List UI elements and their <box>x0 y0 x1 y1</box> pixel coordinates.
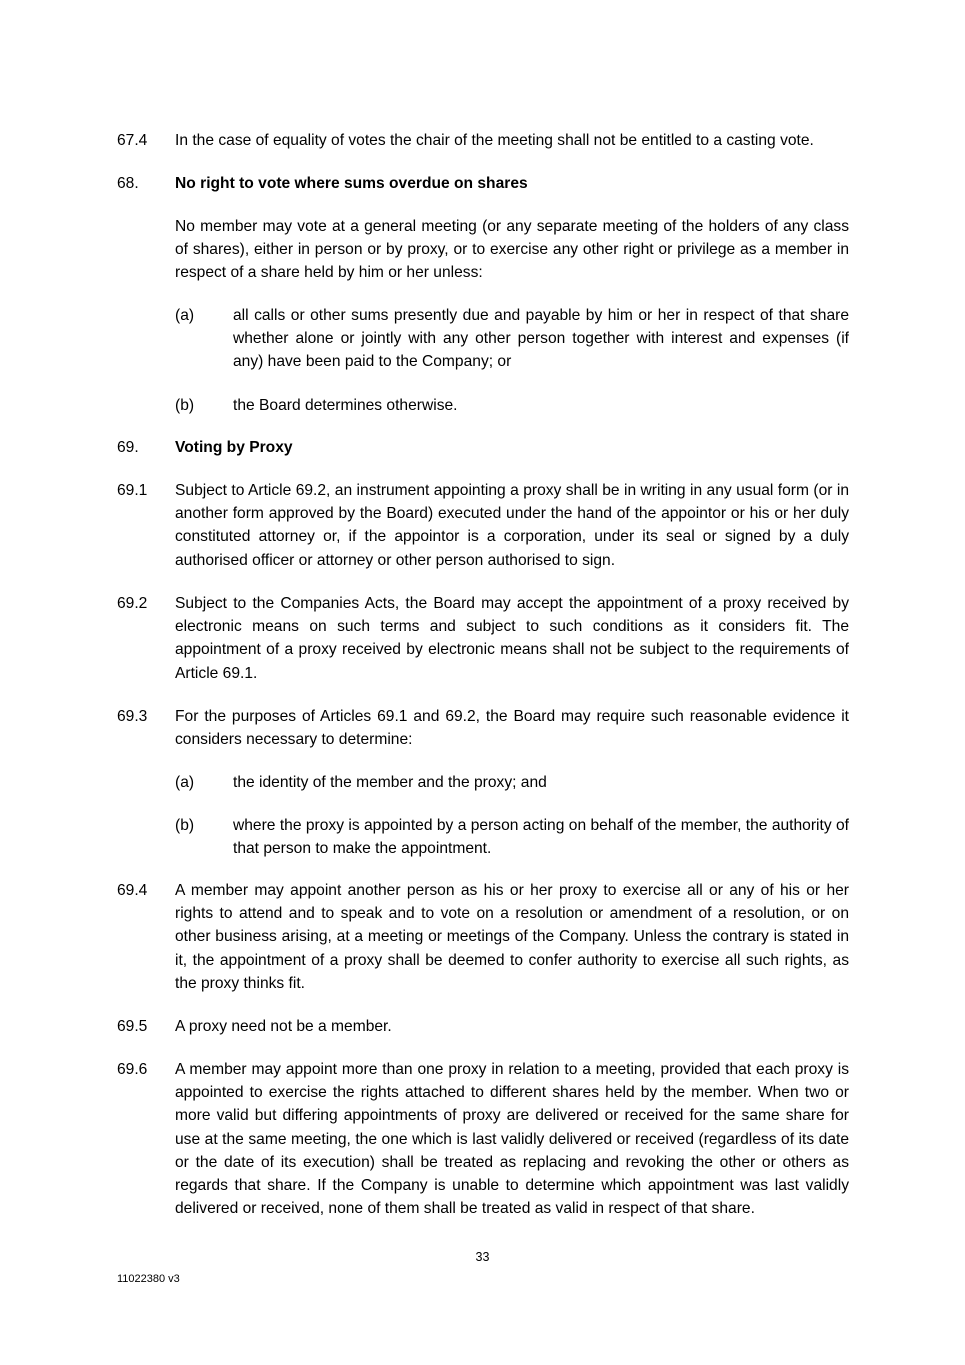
document-reference: 11022380 v3 <box>117 1273 180 1285</box>
clause-number: 69.5 <box>117 1018 148 1035</box>
clause-number: 69. <box>117 439 139 456</box>
clause-text: Subject to the Companies Acts, the Board may accept the appointment of a proxy received by electronic means on such terms and subject to such conditions as it considers fit. The appointment of a proxy received by electronic means shall not be subject to the requirements of Article 69.1. <box>175 595 849 682</box>
clause-text: A proxy need not be a member. <box>175 1018 392 1035</box>
clause-text: Subject to Article 69.2, an instrument appointing a proxy shall be in writing in any usual form (or in another form approved by the Board) executed under the hand of the appointor or his or her duly constituted attorney or, if the appointor is a corporation, under its seal or signed by a duly authorised officer or attorney or other person authorised to sign. <box>175 482 849 569</box>
clause-68-intro: No member may vote at a general meeting (or any separate meeting of the holders of any class of shares), either in person or by proxy, or to exercise any other right or privilege as a member in respect of a share held by him or her unless: <box>175 218 849 282</box>
clause-text: A member may appoint another person as his or her proxy to exercise all or any of his or her rights to attend and to speak and to vote on a resolution or amendment of a resolution, or on other business arising, at a meeting or meetings of the Company. Unless the contrary is stated in it, the appointment of a proxy shall be deemed to confer authority to exercise all such rights, as the proxy thinks fit. <box>175 882 849 992</box>
item-text: where the proxy is appointed by a person acting on behalf of the member, the authority of that person to make the appointment. <box>233 817 849 858</box>
clause-number: 69.6 <box>117 1061 148 1078</box>
item-text: all calls or other sums presently due and payable by him or her in respect of that share whether alone or jointly with any other person together with interest and expenses (if any) have been paid to the Company; or <box>233 307 849 371</box>
clause-number: 69.2 <box>117 595 148 612</box>
page-number: 33 <box>475 1250 490 1264</box>
item-number: (a) <box>175 307 195 324</box>
item-text: the identity of the member and the proxy; and <box>233 774 547 791</box>
clause-number: 67.4 <box>117 132 148 149</box>
clause-number: 69.3 <box>117 708 148 725</box>
clause-heading: Voting by Proxy <box>175 439 293 456</box>
clause-number: 69.4 <box>117 882 148 899</box>
item-number: (a) <box>175 774 195 791</box>
clause-text: A member may appoint more than one proxy in relation to a meeting, provided that each proxy is appointed to exercise the rights attached to different shares held by the member. When two or more valid but differing appointments of proxy are delivered or received for the same share for use at the same meeting, the one which is last validly delivered or received (regardless of its date or the date of its execution) shall be treated as replacing and revoking the other or others as regards that share. If the Company is unable to determine which appointment was last validly delivered or received, none of them shall be treated as valid in respect of that share. <box>175 1061 849 1218</box>
clause-text: For the purposes of Articles 69.1 and 69.2, the Board may require such reasonable evidence it considers necessary to determine: <box>175 708 849 749</box>
item-number: (b) <box>175 817 195 834</box>
item-text: the Board determines otherwise. <box>233 397 458 414</box>
clause-text: In the case of equality of votes the chair of the meeting shall not be entitled to a casting vote. <box>175 132 814 149</box>
item-number: (b) <box>175 397 195 414</box>
clause-heading: No right to vote where sums overdue on shares <box>175 175 528 192</box>
clause-number: 68. <box>117 175 139 192</box>
clause-number: 69.1 <box>117 482 148 499</box>
